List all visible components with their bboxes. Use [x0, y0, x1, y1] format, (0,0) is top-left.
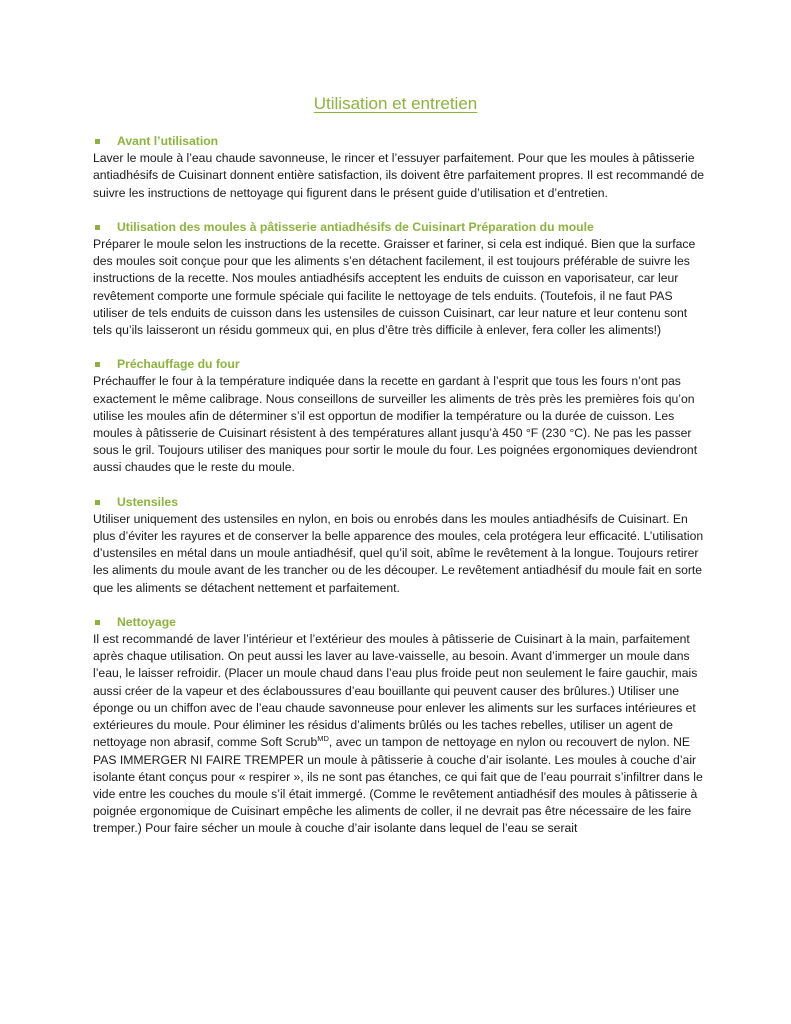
section-body: Préchauffer le four à la température indiquée dans la recette en gardant à l’esprit que tous les fours n’ont pas exactement le même calibrage. Nous conseillons de surveiller les aliments de très près les premières fois qu’on utilise les moules afin de déterminer s’il est opportun de modifier la température ou la durée de cuisson. Les moules à pâtisserie de Cuisinart résistent à des températures allant jusqu’à 450 °F (230 °C). Ne pas les passer sous le gril. Toujours utiliser des maniques pour sortir le moule du four. Les poignées ergonomiques deviendront aussi chaudes que le reste du moule.	[93, 374, 698, 475]
section-heading	[93, 614, 708, 631]
section-avant-utilisation	[93, 133, 708, 202]
section-heading-text: Ustensiles	[117, 494, 178, 509]
section-heading-text: Utilisation des moules à pâtisserie antiadhésifs de Cuisinart Préparation du moule	[117, 219, 594, 234]
section-heading	[93, 494, 708, 511]
section-body: Préparer le moule selon les instructions de la recette. Graisser et fariner, si cela est indiqué. Bien que la surface des moules soit conçue pour que les aliments s’en détachent facilement, il est toujours préférable de suivre les instructions de la recette. Nos moules antiadhésifs acceptent les enduits de cuisson en vaporisateur, car leur revêtement comporte une formule spéciale qui facilite le nettoyage de tels enduits. (Toutefois, il ne faut PAS utiliser de tels enduits de cuisson dans les ustensiles de cuisson Cuisinart, car leur nature et leur contenu sont tels qu’ils laisseront un résidu gommeux qui, en plus d’être très difficile à enlever, fera coller les aliments!)	[93, 237, 696, 338]
section-body: Laver le moule à l’eau chaude savonneuse, le rincer et l’essuyer parfaitement. Pour que les moules à pâtisserie antiadhésifs de Cuisinart donnent entière satisfaction, ils doivent être parfaitement propres. Il est recommandé de suivre les instructions de nettoyage qui figurent dans le présent guide d’utilisation et d’entretien.	[93, 151, 705, 200]
square-bullet-icon	[95, 139, 100, 144]
trademark-superscript: MD	[317, 734, 329, 744]
section-body	[93, 631, 708, 837]
section-heading	[93, 356, 708, 373]
section-heading-text: Préchauffage du four	[117, 357, 240, 372]
section-body: Utiliser uniquement des ustensiles en nylon, en bois ou enrobés dans les moules antiadhésifs de Cuisinart. En plus d’éviter les rayures et de conserver la belle apparence des moules, cela protégera leur efficacité. L’utilisation d’ustensiles en métal dans un moule antiadhésif, quel qu’il soit, abîme le revêtement à la longue. Toujours retirer les aliments du moule avant de les trancher ou de les découper. Le revêtement antiadhésif du moule fait en sorte que les aliments se détachent nettement et parfaitement.	[93, 511, 704, 595]
page-title: Utilisation et entretien	[313, 94, 478, 113]
section-body-text: , avec un tampon de nettoyage en nylon ou recouvert de nylon. NE PAS IMMERGER NI FAIRE TREMPER un moule à pâtisserie à couche d’air isolante. Les moules à couche d’air isolante étant conçus pour « respirer », ils ne sont pas étanches, ce qui fait que de l’eau pourrait s’infiltrer dans le vide entre les couches du moule s’il était immergé. (Comme le revêtement antiadhésif des moules à pâtisserie à poignée ergonomique de Cuisinart empêche les aliments de coller, il ne devrait pas être nécessaire de les faire tremper.) Pour faire sécher un moule à couche d’air isolante dans lequel de l’eau se serait	[93, 735, 703, 836]
section-utilisation-moules	[93, 219, 708, 339]
section-heading-text: Avant l’utilisation	[117, 134, 219, 148]
section-heading-text: Nettoyage	[117, 614, 176, 629]
section-ustensiles	[93, 494, 708, 597]
section-body-text: Il est recommandé de laver l’intérieur et l’extérieur des moules à pâtisserie de Cuisinart à la main, parfaitement après chaque utilisation. On peut aussi les laver au lave-vaisselle, au besoin. Avant d’immerger un moule dans l’eau, le laisser refroidir. (Placer un moule chaud dans l’eau plus froide peut non seulement le faire gauchir, mais aussi créer de la vapeur et des éclaboussures d’eau bouillante qui peuvent causer des brûlures.) Utiliser une éponge ou un chiffon avec de l’eau chaude savonneuse pour enlever les aliments sur les surfaces intérieures et extérieures du moule. Pour éliminer les résidus d’aliments brûlés ou les taches rebelles, utiliser un agent de nettoyage non abrasif, comme Soft Scrub	[93, 632, 698, 750]
square-bullet-icon	[95, 620, 100, 625]
section-heading	[93, 219, 708, 236]
square-bullet-icon	[95, 500, 100, 505]
section-heading	[93, 133, 708, 150]
square-bullet-icon	[95, 362, 100, 367]
document-content	[93, 133, 708, 855]
square-bullet-icon	[95, 225, 100, 230]
section-nettoyage	[93, 614, 708, 838]
section-prechauffage	[93, 356, 708, 476]
